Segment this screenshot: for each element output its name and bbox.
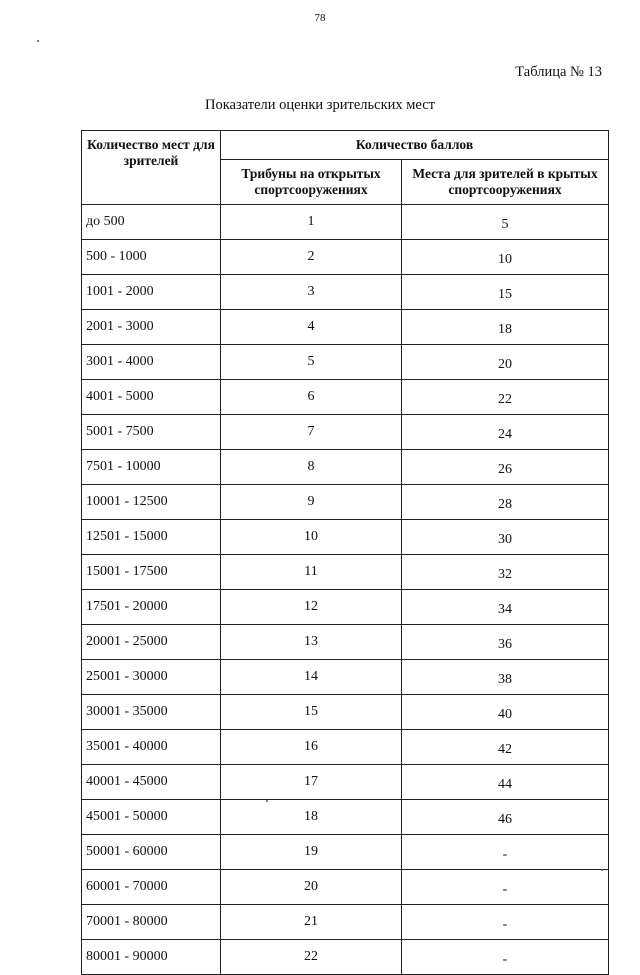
seat-range-cell: 3001 - 4000 (82, 345, 221, 380)
table-row (82, 240, 609, 275)
table-row (82, 380, 609, 415)
table-label: Таблица № 13 (515, 64, 602, 80)
seat-range-cell: 50001 - 60000 (82, 835, 221, 870)
header-points: Количество баллов (221, 131, 609, 160)
open-stands-score-cell: 19 (221, 835, 402, 870)
seat-range-cell: 5001 - 7500 (82, 415, 221, 450)
seat-range-cell: 12501 - 15000 (82, 520, 221, 555)
scan-speck (601, 869, 603, 871)
open-stands-score-cell: 13 (221, 625, 402, 660)
scores-table (81, 130, 609, 975)
indoor-seats-score-cell: 36 (402, 625, 609, 660)
header-open-stands: Трибуны на открытых спортсооружениях (221, 160, 402, 205)
indoor-seats-score-cell: 42 (402, 730, 609, 765)
open-stands-score-cell: 8 (221, 450, 402, 485)
indoor-seats-score-cell: 32 (402, 555, 609, 590)
scan-speck (37, 40, 39, 42)
indoor-seats-score-cell: 24 (402, 415, 609, 450)
table-row (82, 765, 609, 800)
seat-range-cell: 2001 - 3000 (82, 310, 221, 345)
page-number: 78 (314, 12, 326, 24)
indoor-seats-score-cell: 30 (402, 520, 609, 555)
open-stands-score-cell: 6 (221, 380, 402, 415)
table-row (82, 730, 609, 765)
header-seats: Количество мест для зрителей (82, 131, 221, 205)
table-caption: Показатели оценки зрительских мест (204, 97, 436, 113)
table-body (82, 205, 609, 975)
table-row (82, 625, 609, 660)
seat-range-cell: 7501 - 10000 (82, 450, 221, 485)
open-stands-score-cell: 5 (221, 345, 402, 380)
open-stands-score-cell: 7 (221, 415, 402, 450)
indoor-seats-score-cell: 38 (402, 660, 609, 695)
table-row (82, 870, 609, 905)
indoor-seats-score-cell: 20 (402, 345, 609, 380)
open-stands-score-cell: 11 (221, 555, 402, 590)
indoor-seats-score-cell: 44 (402, 765, 609, 800)
table-row (82, 450, 609, 485)
indoor-seats-score-cell: 18 (402, 310, 609, 345)
table-row (82, 835, 609, 870)
seat-range-cell: 500 - 1000 (82, 240, 221, 275)
open-stands-score-cell: 18 (221, 800, 402, 835)
open-stands-score-cell: 22 (221, 940, 402, 975)
indoor-seats-score-cell: - (402, 940, 609, 975)
seat-range-cell: до 500 (82, 205, 221, 240)
indoor-seats-score-cell: - (402, 905, 609, 940)
indoor-seats-score-cell: 26 (402, 450, 609, 485)
indoor-seats-score-cell: 40 (402, 695, 609, 730)
seat-range-cell: 70001 - 80000 (82, 905, 221, 940)
seat-range-cell: 60001 - 70000 (82, 870, 221, 905)
open-stands-score-cell: 9 (221, 485, 402, 520)
table-row (82, 520, 609, 555)
seat-range-cell: 40001 - 45000 (82, 765, 221, 800)
indoor-seats-score-cell: - (402, 870, 609, 905)
open-stands-score-cell: 1 (221, 205, 402, 240)
open-stands-score-cell: 10 (221, 520, 402, 555)
table-header (82, 131, 609, 205)
table-row (82, 310, 609, 345)
seat-range-cell: 45001 - 50000 (82, 800, 221, 835)
seat-range-cell: 35001 - 40000 (82, 730, 221, 765)
scan-speck (266, 800, 268, 802)
indoor-seats-score-cell: 5 (402, 205, 609, 240)
seat-range-cell: 4001 - 5000 (82, 380, 221, 415)
open-stands-score-cell: 3 (221, 275, 402, 310)
seat-range-cell: 10001 - 12500 (82, 485, 221, 520)
indoor-seats-score-cell: 10 (402, 240, 609, 275)
open-stands-score-cell: 2 (221, 240, 402, 275)
table-row (82, 415, 609, 450)
table-row (82, 555, 609, 590)
table-row (82, 905, 609, 940)
seat-range-cell: 80001 - 90000 (82, 940, 221, 975)
open-stands-score-cell: 16 (221, 730, 402, 765)
indoor-seats-score-cell: 22 (402, 380, 609, 415)
table-row (82, 590, 609, 625)
table-row (82, 660, 609, 695)
table-row (82, 800, 609, 835)
seat-range-cell: 15001 - 17500 (82, 555, 221, 590)
indoor-seats-score-cell: 28 (402, 485, 609, 520)
open-stands-score-cell: 20 (221, 870, 402, 905)
open-stands-score-cell: 12 (221, 590, 402, 625)
open-stands-score-cell: 21 (221, 905, 402, 940)
seat-range-cell: 20001 - 25000 (82, 625, 221, 660)
header-indoor-seats: Места для зрителей в крытых спортсооружениях (402, 160, 609, 205)
indoor-seats-score-cell: 34 (402, 590, 609, 625)
open-stands-score-cell: 17 (221, 765, 402, 800)
seat-range-cell: 1001 - 2000 (82, 275, 221, 310)
indoor-seats-score-cell: 15 (402, 275, 609, 310)
table-row (82, 275, 609, 310)
table-row (82, 345, 609, 380)
seat-range-cell: 25001 - 30000 (82, 660, 221, 695)
open-stands-score-cell: 14 (221, 660, 402, 695)
table-row (82, 940, 609, 975)
table-row (82, 205, 609, 240)
indoor-seats-score-cell: - (402, 835, 609, 870)
table-row (82, 695, 609, 730)
open-stands-score-cell: 4 (221, 310, 402, 345)
seat-range-cell: 30001 - 35000 (82, 695, 221, 730)
seat-range-cell: 17501 - 20000 (82, 590, 221, 625)
indoor-seats-score-cell: 46 (402, 800, 609, 835)
table-row (82, 485, 609, 520)
open-stands-score-cell: 15 (221, 695, 402, 730)
